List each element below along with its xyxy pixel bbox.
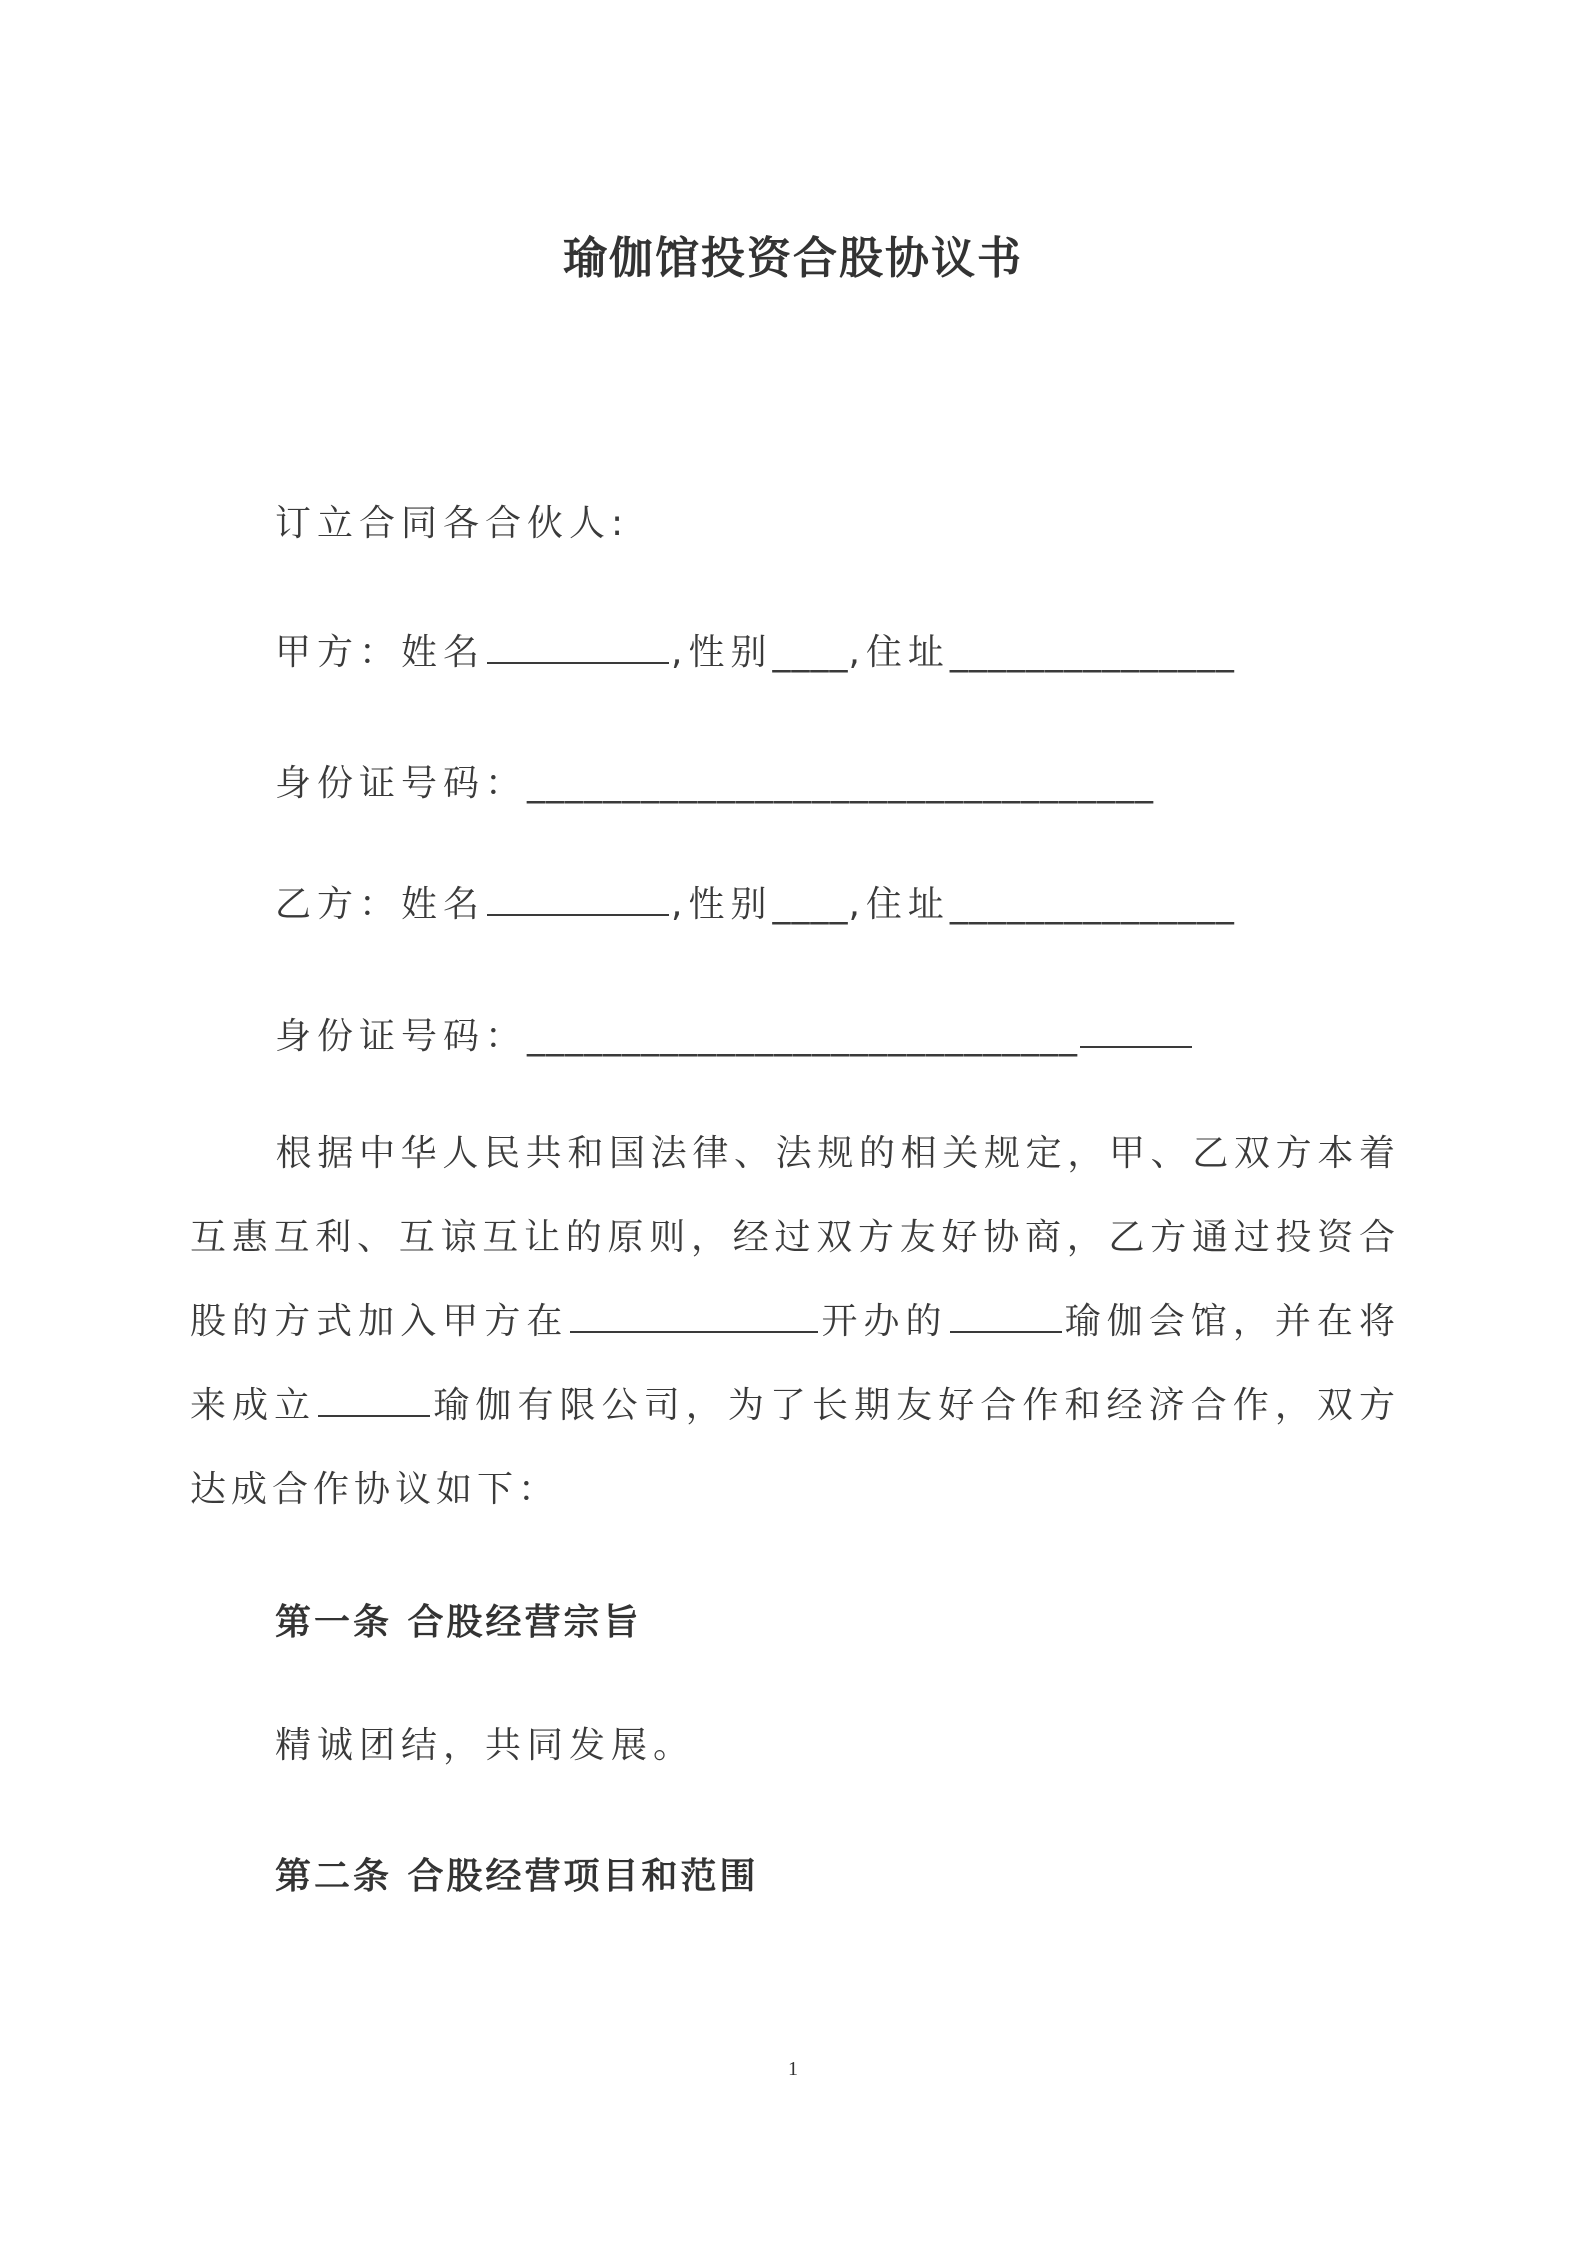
party-a-address-label: ,住址 (848, 632, 950, 673)
party-a-gender-label: ,性别 (671, 632, 773, 673)
preamble-part-2: 开办的 (820, 1301, 948, 1342)
party-a-gender-blank[interactable]: ____ (772, 632, 849, 673)
party-b-id-label: 身份证号码： (275, 1016, 528, 1057)
party-a-name-label: 甲方：姓名 (275, 632, 486, 673)
preamble-paragraph (190, 1112, 1400, 1532)
party-b-gender-label: ,性别 (671, 884, 773, 925)
party-b-address-blank[interactable]: _______________ (949, 884, 1235, 925)
preamble-part-1: 根据中华人民共和国法律、法规的相关规定，甲、乙双方本着互惠互利、互谅互让的原则，经过双方友好协商，乙方通过投资合股的方式加入甲方在 (190, 1133, 1400, 1342)
party-b-id-blank-extra[interactable] (1080, 1010, 1192, 1048)
club-name-blank[interactable] (950, 1295, 1062, 1333)
company-name-blank[interactable] (318, 1379, 430, 1417)
document-title: 瑜伽馆投资合股协议书 (563, 233, 1023, 284)
party-a-id-blank[interactable]: _________________________________ (527, 763, 1155, 804)
party-b-line (275, 878, 1235, 929)
article-2-heading: 第二条 合股经营项目和范围 (275, 1856, 759, 1897)
party-b-id-blank[interactable]: _____________________________ (527, 1016, 1079, 1057)
party-b-name-label: 乙方：姓名 (275, 884, 486, 925)
preamble-part-3: 瑜伽会馆，并在将来成立 (190, 1301, 1400, 1426)
article-1-content: 精诚团结，共同发展。 (275, 1725, 696, 1766)
article-1-heading: 第一条 合股经营宗旨 (275, 1602, 642, 1643)
party-a-line (275, 626, 1235, 677)
party-a-address-blank[interactable]: _______________ (949, 632, 1235, 673)
party-a-id-line (275, 760, 1154, 808)
party-a-name-blank[interactable] (487, 626, 669, 664)
party-b-address-label: ,住址 (848, 884, 950, 925)
page-number: 1 (788, 2058, 798, 2080)
parties-intro: 订立合同各合伙人: (275, 503, 630, 544)
party-a-id-label: 身份证号码： (275, 763, 528, 804)
party-b-name-blank[interactable] (487, 878, 669, 916)
location-blank[interactable] (570, 1295, 818, 1333)
party-b-id-line (275, 1010, 1194, 1061)
party-b-gender-blank[interactable]: ____ (772, 884, 849, 925)
preamble-part-4: 瑜伽有限公司，为了长期友好合作和经济合作，双方达成合作协议如下： (190, 1385, 1400, 1510)
